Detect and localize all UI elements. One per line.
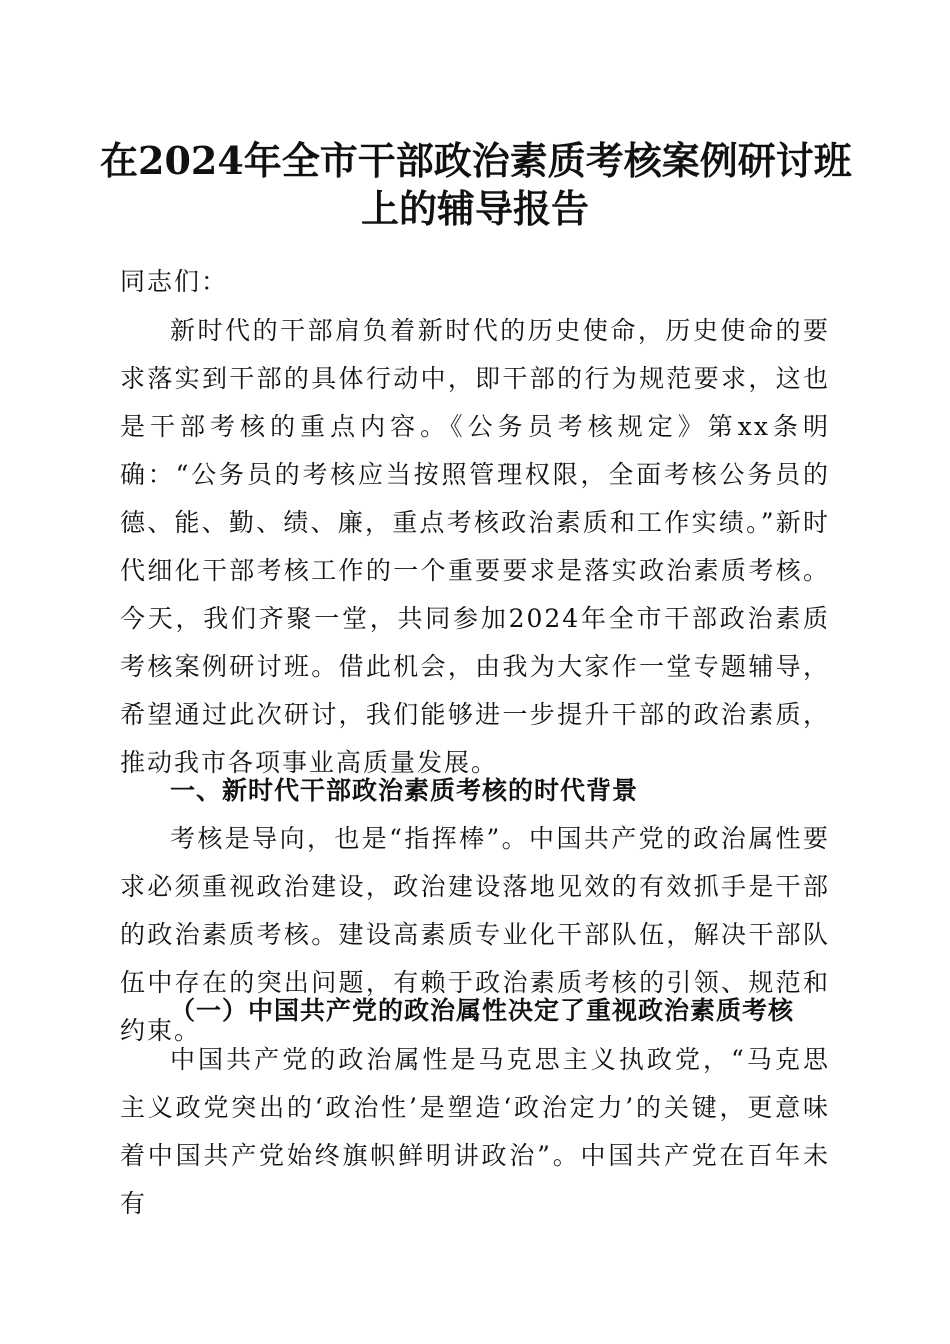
section-heading-1: 一、新时代干部政治素质考核的时代背景: [170, 776, 639, 805]
document-title-line-2: 上的辅导报告: [360, 186, 589, 231]
subsection-heading-1: （一）中国共产党的政治属性决定了重视政治素质考核: [170, 996, 795, 1025]
document-title-line-1: 在2024年全市干部政治素质考核案例研讨班: [100, 138, 852, 183]
paragraph-subsection-1: 中国共产党的政治属性是马克思主义执政党，“马克思主义政党突出的‘政治性’是塑造‘政治定力’的关键，更意味着中国共产党始终旗帜鲜明讲政治”。中国共产党在百年未有: [120, 1045, 830, 1218]
paragraph-intro: 新时代的干部肩负着新时代的历史使命，历史使命的要求落实到干部的具体行动中，即干部的行为规范要求，这也是干部考核的重点内容。《公务员考核规定》第xx条明确：“公务员的考核应当按照管理权限，全面考核公务员的德、能、勤、绩、廉，重点考核政治素质和工作实绩。”新时代细化干部考核工作的一个重要要求是落实政治素质考核。今天，我们齐聚一堂，共同参加2024年全市干部政治素质考核案例研讨班。借此机会，由我为大家作一堂专题辅导，希望通过此次研讨，我们能够进一步提升干部的政治素质，推动我市各项事业高质量发展。: [120, 316, 830, 777]
salutation: 同志们：: [120, 267, 229, 296]
paragraph-section-1: 考核是导向，也是“指挥棒”。中国共产党的政治属性要求必须重视政治建设，政治建设落地见效的有效抓手是干部的政治素质考核。建设高素质专业化干部队伍，解决干部队伍中存在的突出问题，有赖于政治素质考核的引领、规范和约束。: [120, 824, 830, 1045]
